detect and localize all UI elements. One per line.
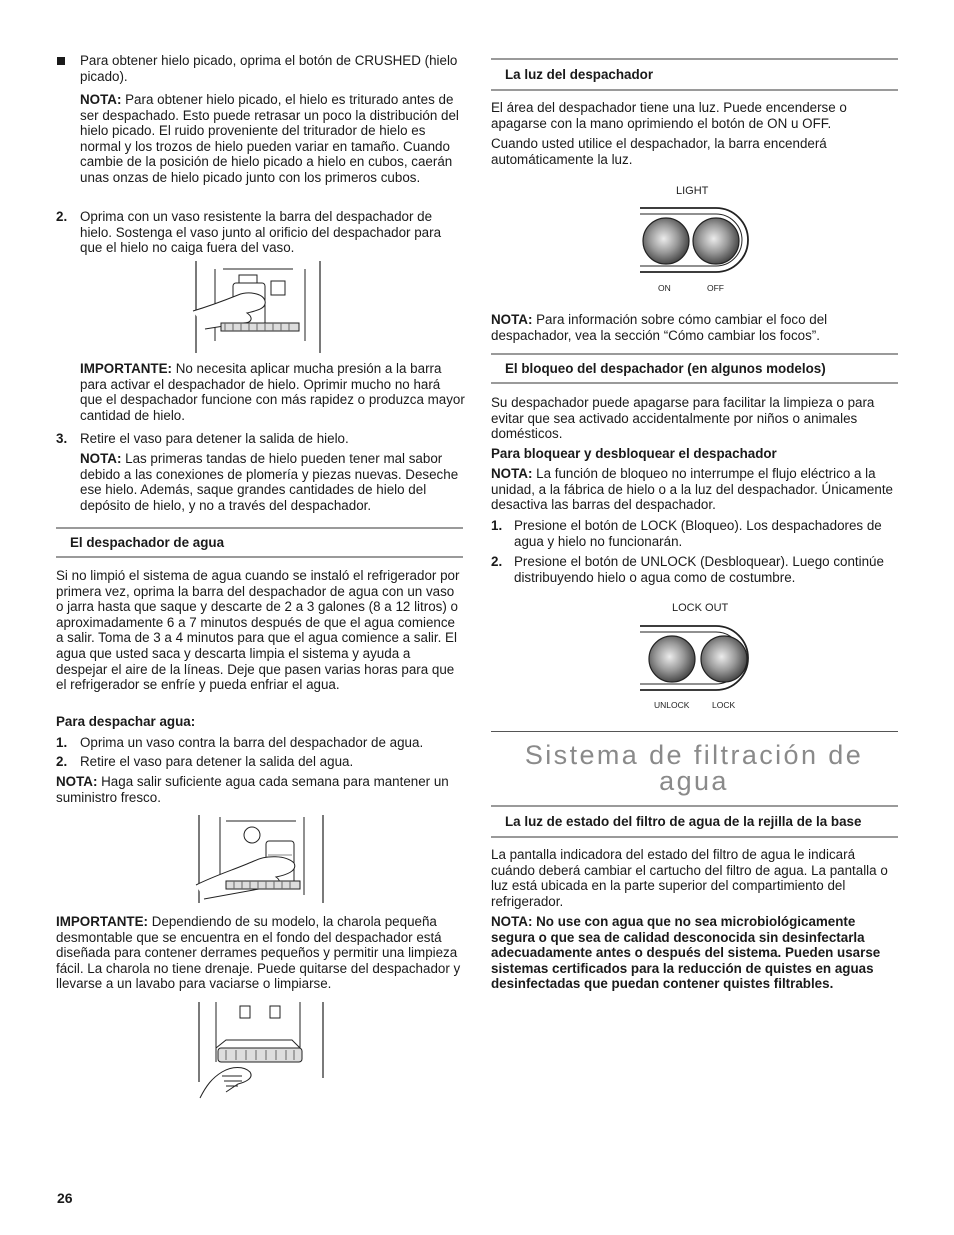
step3-text: Retire el vaso para detener la salida de hielo.	[80, 431, 349, 446]
lock-note	[491, 466, 896, 513]
lock-button[interactable]	[701, 636, 747, 682]
page-number: 26	[57, 1190, 73, 1206]
filter-bold-note: NOTA: No use con agua que no sea microbiológicamente segura o que sea de calidad desconocida sin desinfectarla adecuadamente antes o después del sistema. Pueden usarse sistemas certificados para la reducción de quistes en aguas desinfectadas que puedan contener quistes filtrables.	[491, 914, 881, 992]
light-label: LIGHT	[676, 185, 709, 197]
note-text: Las primeras tandas de hielo pueden tener mal sabor debido a las conexiones de plomería y piezas nuevas. Deseche ese hielo. Además, saque grandes cantidades de hielo del depósito de hielo, y no a través del despachador.	[80, 451, 459, 513]
important-text: No necesita aplicar mucha presión a la barra para activar el despachador de hielo. Oprimir mucho no hará que el despachador funcione con más rapidez o produzca mayor cantidad de hielo.	[80, 361, 465, 423]
section-divider	[491, 731, 898, 732]
dispenser-light-header: La luz del despachador	[491, 58, 898, 91]
on-label: ON	[658, 283, 671, 293]
light-paragraph-1: El área del despachador tiene una luz. Puede encenderse o apagarse con la mano oprimiendo el botón de ON u OFF.	[491, 100, 847, 131]
note-label: NOTA:	[56, 774, 98, 789]
lock-out-label: LOCK OUT	[672, 602, 729, 614]
section-title-line-2: agua	[659, 766, 729, 796]
step-number: 3.	[56, 431, 68, 446]
off-label: OFF	[707, 283, 724, 293]
bullet-square	[57, 57, 65, 65]
important-note-1	[80, 361, 465, 423]
section-title-line-1: Sistema de filtración de	[524, 740, 864, 770]
light-panel-figure	[640, 180, 752, 296]
step2-text: Oprima con un vaso resistente la barra del despachador de hielo. Sostenga el vaso junto al orificio del despachador para que el hielo no caiga fuera del vaso.	[80, 209, 442, 256]
light-off-button[interactable]	[693, 218, 739, 264]
lock-paragraph: Su despachador puede apagarse para facilitar la limpieza o para evitar que sea activado accidentalmente por niños o animales domésticos.	[491, 395, 875, 442]
unlock-label: UNLOCK	[654, 700, 690, 710]
unlock-button[interactable]	[649, 636, 695, 682]
note-text: Para información sobre cómo cambiar el foco del despachador, vea la sección “Cómo cambiar los focos”.	[491, 312, 828, 343]
water-step2-text: Retire el vaso para detener la salida del agua.	[80, 754, 354, 769]
note-label: NOTA:	[491, 466, 533, 481]
water-note	[56, 774, 465, 805]
light-on-button[interactable]	[643, 218, 689, 264]
step3-note	[80, 451, 465, 513]
water-paragraph: Si no limpió el sistema de agua cuando se instaló el refrigerador por primera vez, oprima la barra del despachador de agua con un vaso o jarra hasta que saque y descarte de 2 a 3 galones (8 a 12 litros) o aproximadamente 6 a 7 minutos después de que el agua comience a salir. Toma de 3 a 4 minutos para que el agua comience a salir. El agua que usted saca y descarta limpia el sistema y ayuda a despejar el aire de la líneas. Deje que pasen varias horas para que el refrigerador se enfríe y pueda enfriar el agua.	[56, 568, 460, 693]
note-label: NOTA:	[80, 451, 122, 466]
important-label: IMPORTANTE:	[80, 361, 172, 376]
note-text: Para obtener hielo picado, el hielo es triturado antes de ser despachado. Esto puede retrasar un poco la distribución del hielo picado. El ruido proveniente del triturador de hielo es normal y los trozos de hielo pueden variar en tamaño. Cuando cambie de la posición de hielo picado a hielo en cubos, caerán unas onzas de hielo picado junto con los primeros cubos.	[80, 92, 459, 185]
note-label: NOTA:	[491, 312, 533, 327]
note-text: La función de bloqueo no interrumpe el flujo eléctrico a la unidad, a la fábrica de hielo o a la luz del despachador. Únicamente desactiva las barras del despachador.	[491, 466, 893, 513]
note-text: Haga salir suficiente agua cada semana para mantener un suministro fresco.	[56, 774, 449, 805]
filter-status-header: La luz de estado del filtro de agua de la rejilla de la base	[491, 805, 898, 838]
dispense-water-subheading: Para despachar agua:	[56, 714, 196, 729]
water-dispenser-illustration	[196, 815, 326, 903]
important-note-2	[56, 914, 465, 992]
lock-label: LOCK	[712, 700, 736, 710]
ice-dispenser-illustration	[193, 261, 323, 353]
drip-tray-illustration	[196, 1002, 326, 1102]
step-number: 2.	[56, 754, 68, 769]
light-paragraph-2: Cuando usted utilice el despachador, la barra encenderá automáticamente la luz.	[491, 136, 827, 167]
step-number: 2.	[491, 554, 503, 569]
filter-paragraph: La pantalla indicadora del estado del filtro de agua le indicará cuándo deberá cambiar el cartucho del filtro de agua. La pantalla o luz está ubicada en la parte superior del compartimiento del refrigerador.	[491, 847, 888, 909]
light-note	[491, 312, 896, 343]
lock-subheading: Para bloquear y desbloquear el despachador	[491, 446, 777, 461]
lock-step1-text: Presione el botón de LOCK (Bloqueo). Los despachadores de agua y hielo no funcionarán.	[514, 518, 882, 549]
step-number: 1.	[491, 518, 503, 533]
water-step1-text: Oprima un vaso contra la barra del despachador de agua.	[80, 735, 424, 750]
crushed-bullet-text: Para obtener hielo picado, oprima el botón de CRUSHED (hielo picado).	[80, 53, 458, 84]
step-number: 1.	[56, 735, 68, 750]
step-number: 2.	[56, 209, 68, 224]
section-title	[491, 742, 897, 794]
note-label: NOTA:	[80, 92, 122, 107]
lock-panel-figure	[640, 598, 752, 714]
dispenser-lock-header: El bloqueo del despachador (en algunos modelos)	[491, 353, 898, 384]
important-label: IMPORTANTE:	[56, 914, 148, 929]
crushed-note	[80, 92, 465, 186]
water-dispenser-header: El despachador de agua	[56, 527, 463, 558]
lock-step2-text: Presione el botón de UNLOCK (Desbloquear). Luego continúe distribuyendo hielo o agua como de costumbre.	[514, 554, 884, 585]
important-text: Dependiendo de su modelo, la charola pequeña desmontable que se encuentra en el fondo del despachador está diseñada para contener derrames pequeños y permitir una limpieza fácil. La charola no tiene drenaje. Puede quitarse del despachador y llevarse a un lavabo para vaciarse o limpiarse.	[56, 914, 461, 992]
